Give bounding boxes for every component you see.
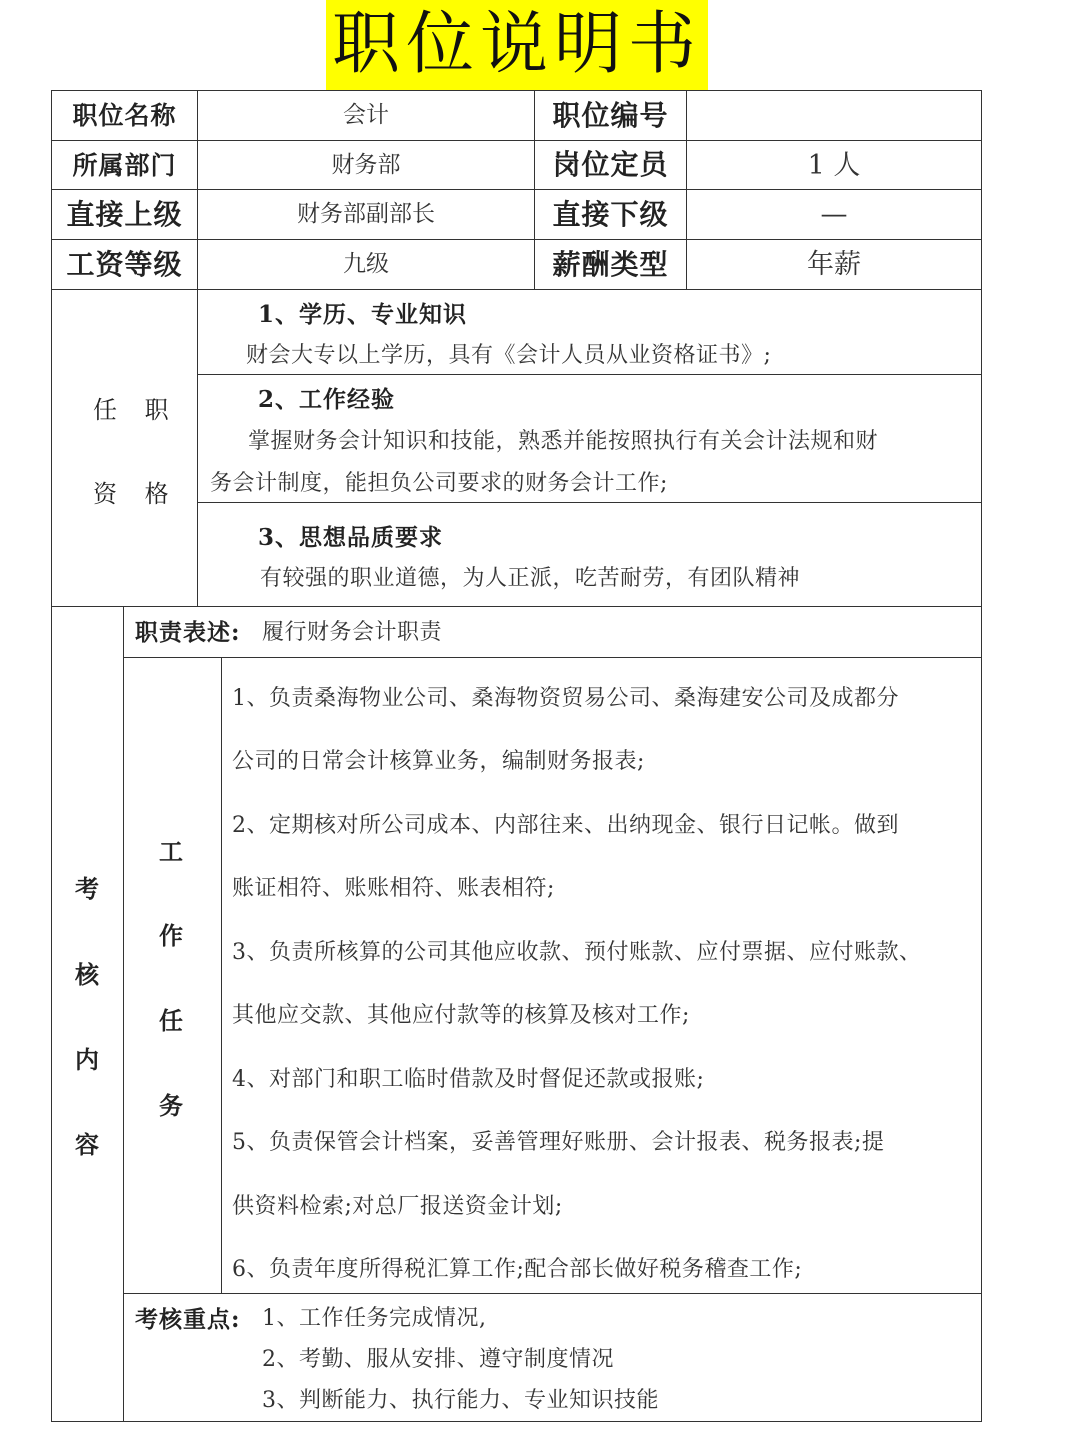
qualification-text: 掌握财务会计知识和技能，熟悉并能按照执行有关会计法规和财 — [248, 429, 879, 454]
assessment-label-char: 容 — [75, 1130, 99, 1159]
grid-line — [123, 606, 124, 1422]
grid-line — [123, 657, 982, 658]
grid-line — [197, 374, 982, 375]
key-point-item: 1、工作任务完成情况, — [262, 1306, 487, 1331]
header-row-4-value2-cell — [687, 240, 981, 289]
duty-label: 职责表述: — [135, 619, 241, 646]
header-row-1-value2-cell — [687, 91, 981, 140]
task-line: 4、对部门和职工临时借款及时督促还款或报账; — [232, 1067, 705, 1092]
header-row-3-value1-cell — [198, 190, 534, 239]
tasks-label-char: 任 — [159, 1006, 183, 1035]
header-row-1-label2-cell — [535, 91, 686, 140]
grid-line — [221, 657, 222, 1294]
header-row-1-value1-cell — [198, 91, 534, 140]
assessment-label-char: 内 — [75, 1045, 99, 1074]
field-label: 所属部门 — [72, 150, 177, 180]
qualification-heading: 1、学历、专业知识 — [258, 301, 468, 328]
task-line: 供资料检索;对总厂报送资金计划; — [232, 1194, 563, 1219]
tasks-label-char: 务 — [159, 1091, 183, 1120]
field-value: 财务部 — [331, 151, 401, 178]
header-row-3-label2-cell — [535, 190, 686, 239]
header-row-4-label2-cell — [535, 240, 686, 289]
field-label: 直接下级 — [552, 197, 669, 231]
qualifications-label-line2: 资 格 — [93, 480, 179, 508]
header-row-1-label1-cell — [52, 91, 197, 140]
grid-line — [51, 289, 982, 290]
task-line: 6、负责年度所得税汇算工作;配合部长做好税务稽查工作; — [232, 1257, 803, 1282]
header-row-3-label1-cell — [52, 190, 197, 239]
field-value: 财务部副部长 — [297, 201, 435, 227]
field-label: 薪酬类型 — [552, 247, 669, 281]
qualification-text: 财会大专以上学历，具有《会计人员从业资格证书》; — [246, 343, 772, 368]
grid-line — [51, 90, 52, 1422]
grid-line — [123, 1293, 982, 1294]
field-label: 直接上级 — [66, 197, 183, 231]
qualification-text: 务会计制度，能担负公司要求的财务会计工作; — [210, 471, 668, 496]
grid-line — [197, 502, 982, 503]
field-label: 职位名称 — [72, 101, 177, 130]
field-value: 1 人 — [807, 149, 861, 181]
field-value: 会计 — [343, 102, 389, 128]
grid-line — [51, 606, 982, 607]
page-title: 职位说明书 — [331, 5, 702, 84]
key-points-label: 考核重点: — [135, 1306, 241, 1333]
qualification-heading: 3、思想品质要求 — [258, 524, 444, 551]
assessment-label-char: 考 — [75, 874, 99, 903]
field-value: — — [820, 199, 848, 230]
key-point-item: 3、判断能力、执行能力、专业知识技能 — [262, 1388, 659, 1413]
header-row-2-value1-cell — [198, 141, 534, 189]
task-line: 2、定期核对所公司成本、内部往来、出纳现金、银行日记帐。做到 — [232, 813, 899, 838]
tasks-label-char: 作 — [159, 921, 183, 950]
qualification-text: 有较强的职业道德，为人正派，吃苦耐劳，有团队精神 — [260, 566, 801, 591]
field-label: 职位编号 — [552, 98, 669, 132]
task-line: 3、负责所核算的公司其他应收款、预付账款、应付票据、应付账款、 — [232, 940, 922, 965]
header-row-2-label1-cell — [52, 141, 197, 189]
task-line: 公司的日常会计核算业务，编制财务报表; — [232, 749, 645, 774]
qualification-heading: 2、工作经验 — [258, 386, 396, 413]
grid-line — [981, 90, 982, 1422]
tasks-label-char: 工 — [159, 837, 183, 866]
header-row-4-label1-cell — [52, 240, 197, 289]
assessment-label-char: 核 — [75, 960, 99, 989]
field-value: 年薪 — [807, 249, 861, 280]
header-row-4-value1-cell — [198, 240, 534, 289]
task-line: 1、负责桑海物业公司、桑海物资贸易公司、桑海建安公司及成都分 — [232, 686, 899, 711]
grid-line — [51, 1421, 982, 1422]
header-row-2-label2-cell — [535, 141, 686, 189]
task-line: 5、负责保管会计档案，妥善管理好账册、会计报表、税务报表;提 — [232, 1130, 885, 1155]
duty-text: 履行财务会计职责 — [262, 620, 443, 645]
header-row-3-value2-cell — [687, 190, 981, 239]
field-label: 岗位定员 — [552, 148, 669, 181]
task-line: 其他应交款、其他应付款等的核算及核对工作; — [232, 1003, 690, 1028]
task-line: 账证相符、账账相符、账表相符; — [232, 876, 555, 901]
header-row-2-value2-cell — [687, 141, 981, 189]
field-label: 工资等级 — [66, 247, 183, 281]
title-banner — [326, 0, 708, 90]
field-value: 九级 — [343, 251, 389, 277]
key-point-item: 2、考勤、服从安排、遵守制度情况 — [262, 1347, 614, 1372]
qualifications-label-line1: 任 职 — [93, 396, 179, 424]
